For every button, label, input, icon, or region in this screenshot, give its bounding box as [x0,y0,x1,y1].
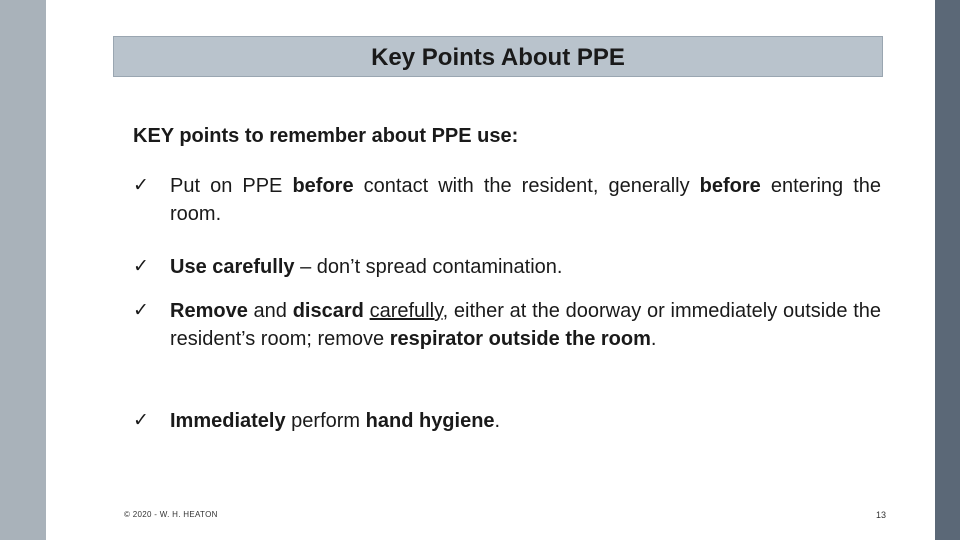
left-decorative-band [0,0,46,540]
bullet-segment-bold: Use carefully [170,256,295,278]
slide-title: Key Points About PPE [371,43,625,71]
bullet-text [170,172,881,228]
bullet-text [170,407,881,435]
bullet-segment: contact with the resident, generally [353,175,700,197]
subheading: KEY points to remember about PPE use: [133,125,519,147]
bullet-segment: , either at the doorway or immediately outside the resident’s room; remove [170,300,881,350]
bullet-item [133,253,881,281]
right-decorative-band [935,0,960,540]
title-bar [113,36,883,77]
bullet-item [133,297,881,353]
footer-copyright: © 2020 - W. H. HEATON [124,510,218,519]
bullet-segment: – don’t spread contamination. [294,256,563,278]
page-number: 13 [876,510,887,520]
bullet-item [133,172,881,228]
bullet-segment: . [650,328,657,350]
bullet-segment-bold: before [292,175,354,197]
bullet-segment-bold: Immediately [170,410,286,432]
bullet-text [170,297,881,353]
checkmark-icon: ✓ [133,410,149,431]
bullet-segment-bold: discard [292,300,364,322]
bullet-segment: and [247,300,293,322]
bullet-segment-bold: respirator outside the room [389,328,651,350]
checkmark-icon: ✓ [133,300,149,321]
checkmark-icon: ✓ [133,175,149,196]
bullet-segment-bold: before [699,175,761,197]
bullet-segment-underlined: carefully [369,300,443,322]
checkmark-icon: ✓ [133,256,149,277]
bullet-segment: . [494,410,501,432]
bullet-segment: perform [285,410,366,432]
bullet-item [133,407,881,435]
bullet-segment: entering the room. [170,175,881,225]
bullet-segment-bold: Remove [170,300,248,322]
bullet-segment-bold: hand hygiene [365,410,495,432]
bullet-text [170,253,881,281]
bullet-segment: Put on PPE [170,175,293,197]
